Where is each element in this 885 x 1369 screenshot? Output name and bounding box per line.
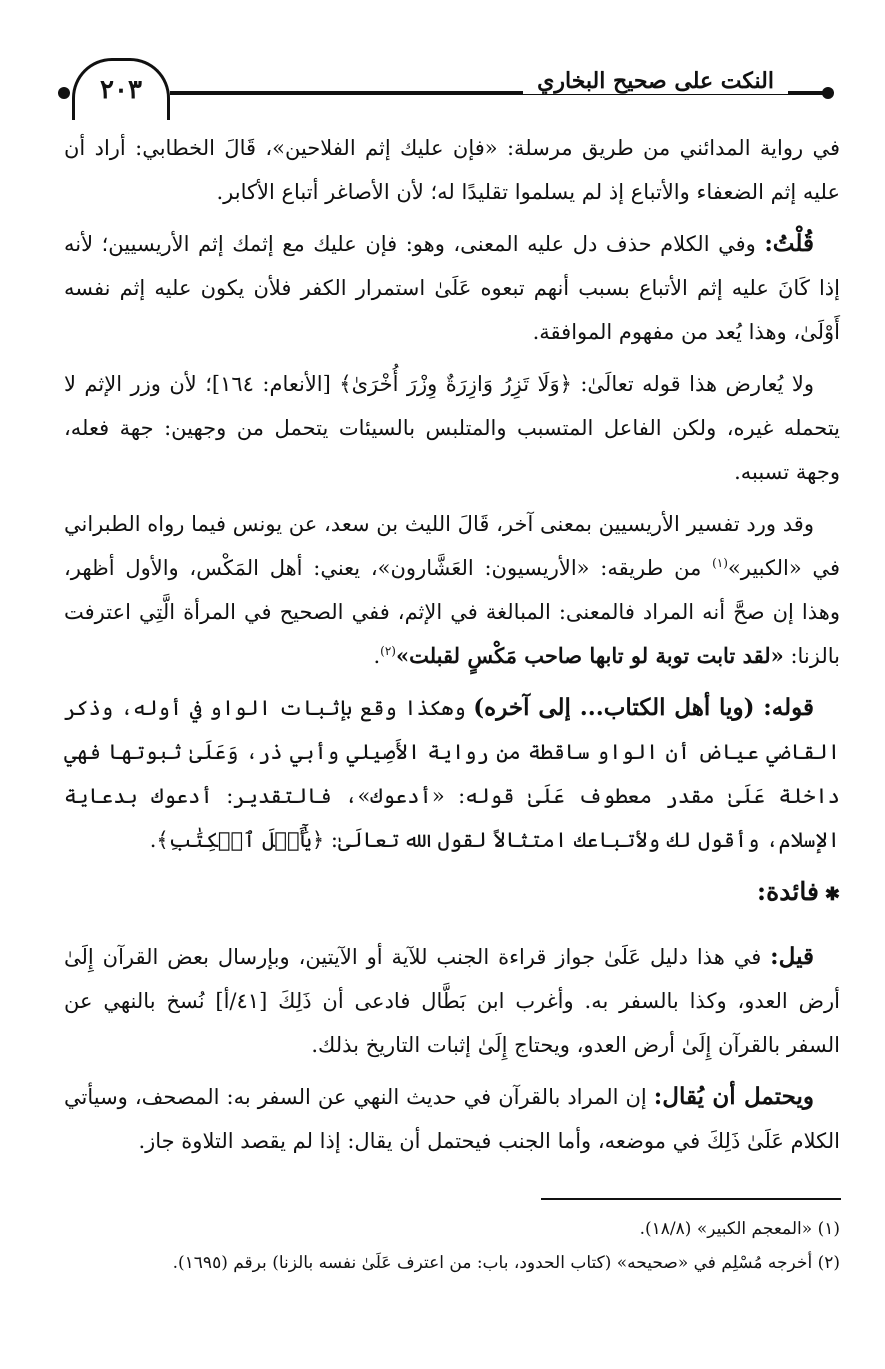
paragraph-5 <box>64 686 840 862</box>
header-dot-left-icon <box>58 87 70 99</box>
footnote-marker-2: (٢) <box>380 644 396 658</box>
paragraph-6 <box>64 935 840 1067</box>
paragraph-6-text: في هذا دليل عَلَىٰ جواز قراءة الجنب للآية أو الآيتين، وبإرسال بعض القرآن إِلَىٰ أرض العدو، وكذا بالسفر به. وأغرب ابن بَطَّال فادعى أن ذَلِكَ [٤١/أ] نُسخ بالنهي عن السفر بالقرآن إِلَىٰ أرض العدو، ويحتاج إِلَىٰ إثبات التاريخ بذلك. <box>64 945 840 1057</box>
footnote-2: (٢) أخرجه مُسْلِم في «صحيحه» (كتاب الحدود، باب: من اعترف عَلَىٰ نفسه بالزنا) برقم (١٦٩٥). <box>172 1253 840 1273</box>
paragraph-1: في رواية المدائني من طريق مرسلة: «فإن عليك إثم الفلاحين»، قَالَ الخطابي: أراد أن عليه إثم الضعفاء والأتباع إذ لم يسلموا تقليدًا له؛ لأن الأصاغر أتباع الأكابر. <box>64 136 840 204</box>
paragraph-6-lead: قيل: <box>770 943 814 970</box>
paragraph-4-part-b: من طريقه: «الأريسيون: العَشَّارون»، يعني: أهل المَكْس، والأول أظهر، وهذا إن صحَّ أنه المراد فالمعنى: المبالغة في الإثم، ففي الصحيح في المرأة الَّتِي اعترفت بالزنا: <box>64 556 840 668</box>
faida-heading <box>64 870 840 917</box>
paragraph-7-text: إن المراد بالقرآن في حديث النهي عن السفر به: المصحف، وسيأتي الكلام عَلَىٰ ذَلِكَ في موضعه، وأما الجنب فيحتمل أن يقال: إذا لم يقصد التلاوة جاز. <box>64 1085 840 1153</box>
paragraph-2-text: وفي الكلام حذف دل عليه المعنى، وهو: فإن عليك مع إثمك إثم الأريسيين؛ لأنه إذا كَانَ عليه إثم الأتباع بسبب أنهم تبعوه عَلَىٰ استمرار الكفر فلأن يكون عليه إثم نفسه أَوْلَىٰ، وهذا يُعد من مفهوم الموافقة. <box>64 232 840 344</box>
paragraph-7 <box>64 1075 840 1163</box>
footnote-marker-1: (١) <box>712 556 728 570</box>
paragraph-3 <box>64 362 840 494</box>
paragraph-2-lead: قُلْتُ: <box>764 230 814 257</box>
quran-verse-2: ﴿يَٰٓأَهۡلَ ٱلۡكِتَٰبِ﴾ <box>156 828 325 852</box>
faida-label: فائدة: <box>756 877 819 906</box>
page-number: ٢٠٣ <box>72 58 170 120</box>
paragraph-5-lead: قوله: (ويا أهل الكتاب... إلى آخره) <box>473 694 814 721</box>
paragraph-3-before: ولا يُعارض هذا قوله تعالَىٰ: <box>571 372 814 396</box>
paragraph-5-text: وهكذا وقع بإثبات الواو في أوله، وذكر القاضي عياض أن الواو ساقطة من رواية الأَصِيلي وأبي ذر، وَعَلَىٰ ثبوتها فهي داخلة عَلَىٰ مقدر معطوف عَلَىٰ قوله: «أدعوك»، فالتقدير: أدعوك بدعاية الإسلام، وأقول لك ولأتباعك امتثالاً لقول الله تعالَىٰ: <box>64 696 840 852</box>
paragraph-4-end: . <box>373 644 381 668</box>
header-dot-right-icon <box>822 87 834 99</box>
footnote-1: (١) «المعجم الكبير» (١٨/٨). <box>639 1219 840 1239</box>
footnotes <box>64 1212 840 1280</box>
main-text <box>64 126 840 1171</box>
quran-verse-1: ﴿وَلَا تَزِرُ وَازِرَةٌ وِزْرَ أُخْرَىٰ﴾ <box>339 372 572 396</box>
paragraph-5-end: . <box>149 828 157 852</box>
star-icon: ✱ <box>824 884 840 905</box>
book-title: النكت على صحيح البخاري <box>523 68 788 94</box>
paragraph-2 <box>64 222 840 354</box>
paragraph-4-part-a: وقد ورد تفسير الأريسيين بمعنى آخر، قَالَ الليث بن سعد، عن يونس فيما رواه الطبراني في «الكبير» <box>64 512 840 580</box>
running-header <box>58 58 848 120</box>
paragraph-3-after: ؛ لأن وزر الإثم لا يتحمله غيره، ولكن الفاعل المتسبب والمتلبس بالسيئات يتحمل من وجهين: جهة فعله، وجهة تسببه. <box>64 372 840 484</box>
hadith-quote: «لقد تابت توبة لو تابها صاحب مَكْسٍ لقبلت» <box>395 643 784 668</box>
paragraph-4 <box>64 502 840 678</box>
verse-reference-1: [الأنعام: ١٦٤] <box>211 372 340 396</box>
paragraph-7-lead: ويحتمل أن يُقال: <box>653 1083 814 1110</box>
footnote-separator <box>541 1198 841 1200</box>
